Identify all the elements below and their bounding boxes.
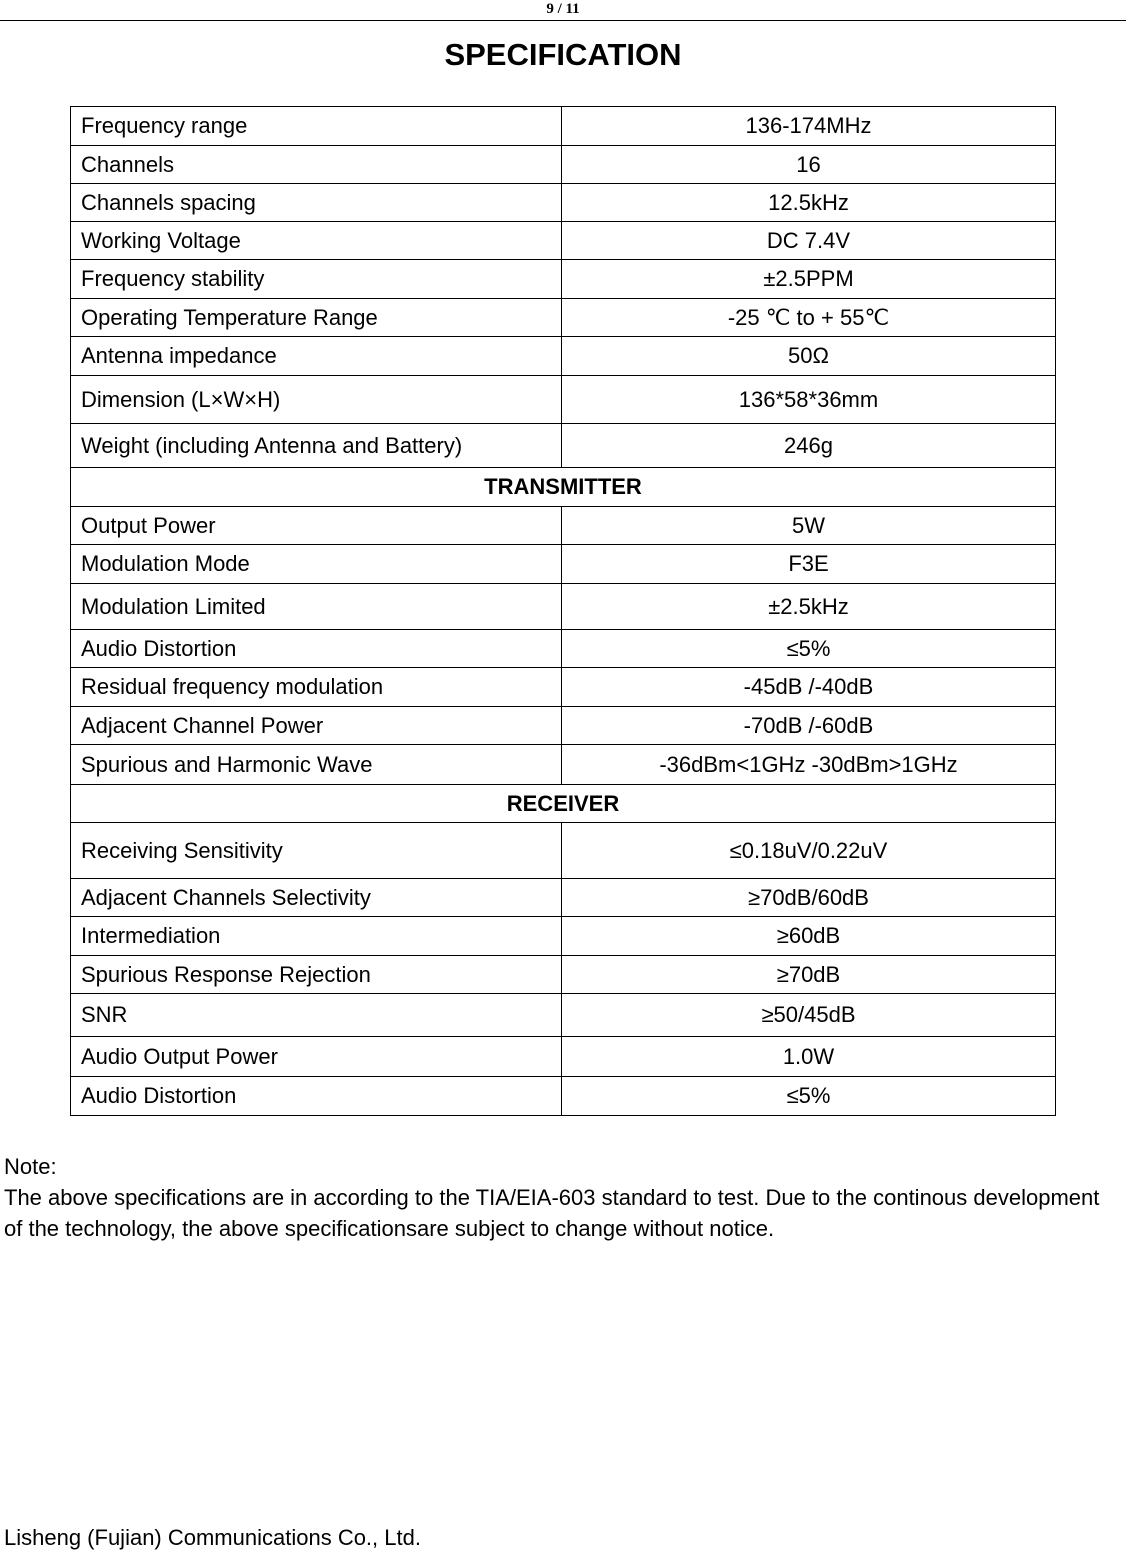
table-row [71, 823, 1056, 879]
param-cell: Spurious and Harmonic Wave [71, 745, 562, 785]
value-cell: 136*58*36mm [562, 376, 1056, 424]
table-row [71, 337, 1056, 376]
param-cell: Audio Distortion [71, 1077, 562, 1116]
page-number: 9 / 11 [546, 1, 580, 17]
value-cell: -70dB /-60dB [562, 707, 1056, 745]
header-rule [0, 20, 1126, 21]
section-heading-receiver: RECEIVER [71, 785, 1056, 823]
value-cell: 1.0W [562, 1037, 1056, 1077]
table-row [71, 184, 1056, 222]
value-cell: 246g [562, 424, 1056, 468]
param-cell: Frequency range [71, 107, 562, 146]
param-cell: Adjacent Channel Power [71, 707, 562, 745]
table-row [71, 260, 1056, 299]
param-cell: Modulation Limited [71, 584, 562, 630]
table-row [71, 299, 1056, 337]
value-cell: 5W [562, 507, 1056, 545]
param-cell: Audio Distortion [71, 630, 562, 668]
param-cell: Operating Temperature Range [71, 299, 562, 337]
value-cell: -36dBm<1GHz -30dBm>1GHz [562, 745, 1056, 785]
param-cell: Intermediation [71, 917, 562, 956]
table-row [71, 1077, 1056, 1116]
value-cell: ≥70dB [562, 956, 1056, 994]
table-row [71, 707, 1056, 745]
value-cell: 16 [562, 146, 1056, 184]
table-row [71, 668, 1056, 707]
table-row [71, 107, 1056, 146]
value-cell: ≥50/45dB [562, 994, 1056, 1037]
page-title: SPECIFICATION [444, 37, 682, 72]
param-cell: Antenna impedance [71, 337, 562, 376]
table-row [71, 584, 1056, 630]
table-row [71, 507, 1056, 545]
param-cell: Receiving Sensitivity [71, 823, 562, 879]
table-row [71, 376, 1056, 424]
spec-table [70, 106, 1056, 1116]
param-cell: Channels [71, 146, 562, 184]
value-cell: -25 ℃ to + 55℃ [562, 299, 1056, 337]
value-cell: ≤5% [562, 630, 1056, 668]
param-cell: Adjacent Channels Selectivity [71, 879, 562, 917]
value-cell: ≤5% [562, 1077, 1056, 1116]
table-row [71, 630, 1056, 668]
param-cell: Dimension (L×W×H) [71, 376, 562, 424]
value-cell: 50Ω [562, 337, 1056, 376]
table-row [71, 222, 1056, 260]
param-cell: Weight (including Antenna and Battery) [71, 424, 562, 468]
note-block [4, 1151, 1119, 1244]
note-text: The above specifications are in according to the TIA/EIA-603 standard to test. Due to the continous development of the technology, the above specificationsare subject to change without notice. [4, 1185, 1100, 1241]
param-cell: Channels spacing [71, 184, 562, 222]
value-cell: ≤0.18uV/0.22uV [562, 823, 1056, 879]
param-cell: Spurious Response Rejection [71, 956, 562, 994]
value-cell: -45dB /-40dB [562, 668, 1056, 707]
note-label: Note: [4, 1154, 57, 1179]
value-cell: ±2.5kHz [562, 584, 1056, 630]
param-cell: SNR [71, 994, 562, 1037]
table-row [71, 424, 1056, 468]
value-cell: ≥70dB/60dB [562, 879, 1056, 917]
value-cell: F3E [562, 545, 1056, 584]
table-row [71, 545, 1056, 584]
param-cell: Output Power [71, 507, 562, 545]
table-row [71, 917, 1056, 956]
table-row [71, 879, 1056, 917]
param-cell: Frequency stability [71, 260, 562, 299]
footer-company: Lisheng (Fujian) Communications Co., Ltd. [4, 1525, 421, 1550]
table-row [71, 146, 1056, 184]
param-cell: Audio Output Power [71, 1037, 562, 1077]
table-row [71, 994, 1056, 1037]
value-cell: ≥60dB [562, 917, 1056, 956]
section-heading-transmitter: TRANSMITTER [71, 468, 1056, 507]
table-row [71, 745, 1056, 785]
value-cell: 12.5kHz [562, 184, 1056, 222]
table-row [71, 1037, 1056, 1077]
value-cell: 136-174MHz [562, 107, 1056, 146]
param-cell: Modulation Mode [71, 545, 562, 584]
section-row-receiver [71, 785, 1056, 823]
param-cell: Working Voltage [71, 222, 562, 260]
value-cell: ±2.5PPM [562, 260, 1056, 299]
value-cell: DC 7.4V [562, 222, 1056, 260]
param-cell: Residual frequency modulation [71, 668, 562, 707]
table-row [71, 956, 1056, 994]
section-row-transmitter [71, 468, 1056, 507]
